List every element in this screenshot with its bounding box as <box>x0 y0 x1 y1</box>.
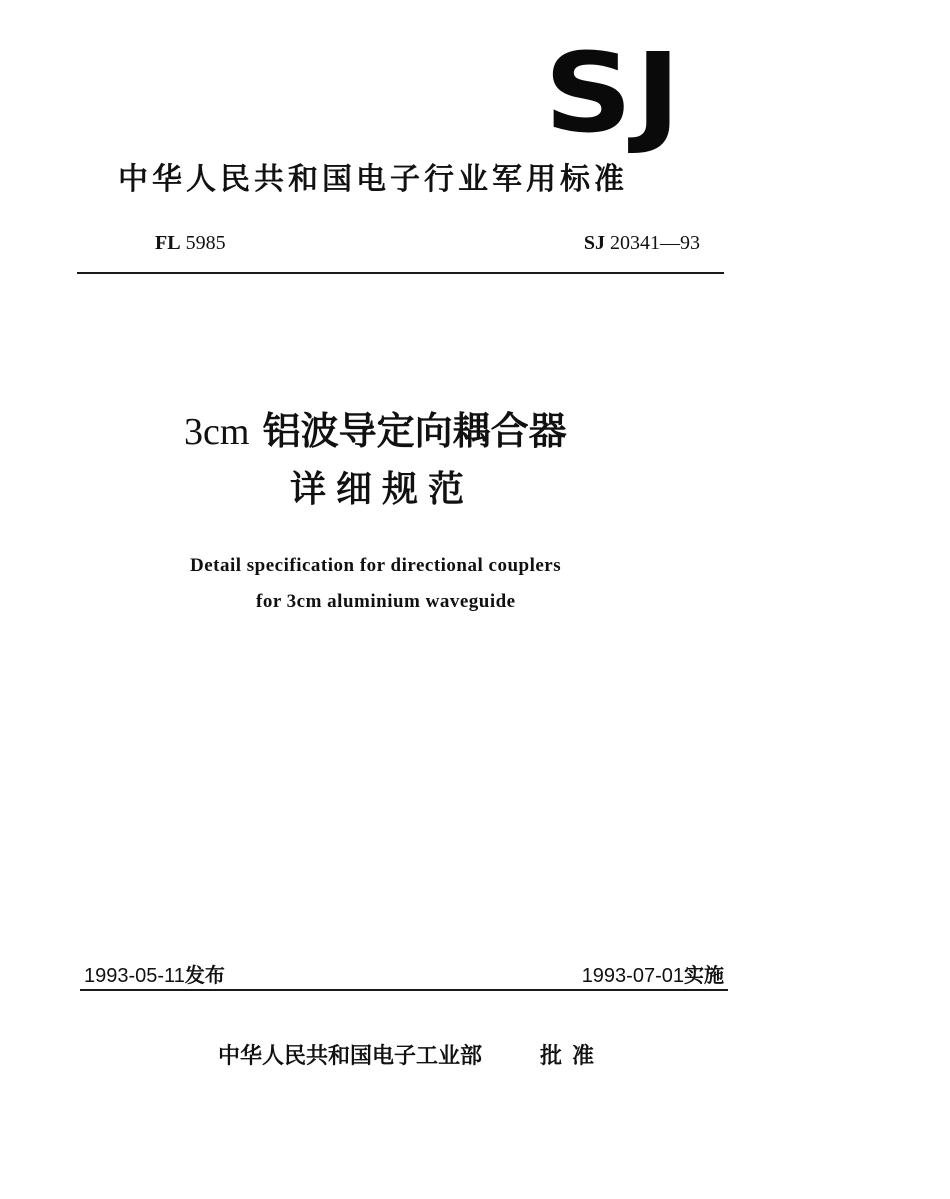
sj-code-prefix: SJ <box>583 232 605 254</box>
sj-code-number: 20341—93 <box>610 232 700 254</box>
implementation-date <box>582 962 724 989</box>
chinese-title-line1 <box>184 406 567 457</box>
issue-date-value: 1993-05-11 <box>84 965 185 987</box>
header-divider <box>77 272 724 274</box>
title-main: 铝波导定向耦合器 <box>262 409 567 453</box>
sj-logo: SJ <box>544 29 684 157</box>
title-size: 3cm <box>184 411 250 453</box>
implementation-date-value: 1993-07-01 <box>581 965 684 987</box>
chinese-title-line2: 详细规范 <box>290 469 475 510</box>
issue-date-label: 发布 <box>184 963 225 987</box>
english-title-line1: Detail specification for directional couplers <box>190 555 562 576</box>
fl-code-number: 5985 <box>185 232 226 254</box>
approving-authority: 中华人民共和国电子工业部 <box>218 1044 483 1069</box>
fl-code-prefix: FL <box>155 232 181 254</box>
implementation-date-label: 实施 <box>684 963 724 987</box>
sj-standard-number <box>584 230 700 256</box>
issue-date <box>84 962 225 989</box>
footer-divider <box>80 989 728 991</box>
english-title-line2: for 3cm aluminium waveguide <box>256 591 516 612</box>
fl-code <box>155 230 226 256</box>
approval-label: 批准 <box>540 1044 605 1069</box>
standard-category: 中华人民共和国电子行业军用标准 <box>118 162 628 197</box>
